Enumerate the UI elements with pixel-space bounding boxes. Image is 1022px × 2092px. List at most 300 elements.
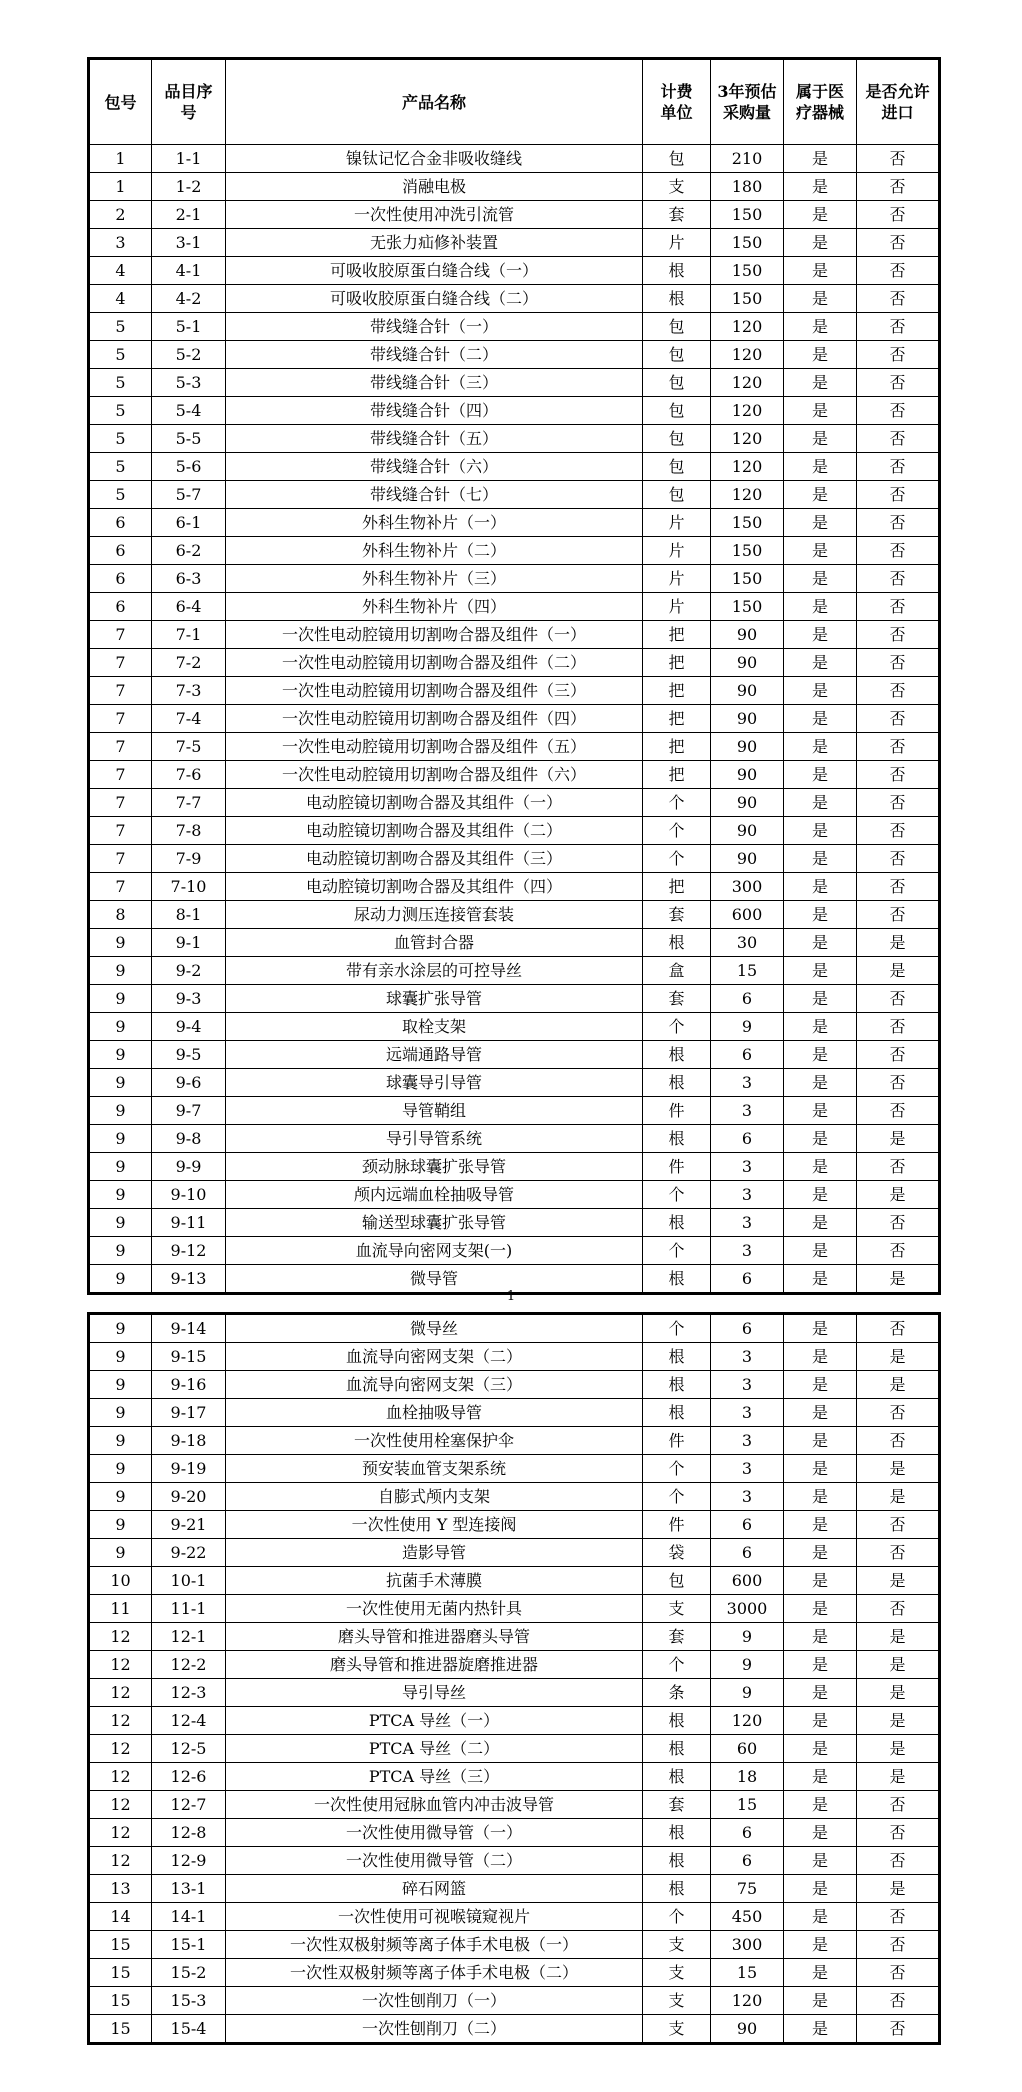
medical-device-cell: 是: [784, 649, 857, 677]
item-no-cell: 9-12: [152, 1237, 226, 1265]
header-medical-device: 属于医疗器械: [784, 59, 857, 145]
unit-cell: 套: [643, 1623, 711, 1651]
item-no-cell: 9-10: [152, 1181, 226, 1209]
item-no-cell: 12-4: [152, 1707, 226, 1735]
import-allowed-cell: 是: [857, 1735, 940, 1763]
package-no-cell: 9: [89, 1483, 152, 1511]
package-no-cell: 12: [89, 1707, 152, 1735]
product-name-cell: 一次性电动腔镜用切割吻合器及组件（三）: [226, 677, 643, 705]
package-no-cell: 9: [89, 1237, 152, 1265]
table-row: [89, 2015, 940, 2044]
item-no-cell: 12-5: [152, 1735, 226, 1763]
import-allowed-cell: 否: [857, 1819, 940, 1847]
unit-cell: 根: [643, 1399, 711, 1427]
import-allowed-cell: 否: [857, 369, 940, 397]
product-name-cell: 一次性使用冠脉血管内冲击波导管: [226, 1791, 643, 1819]
unit-cell: 把: [643, 761, 711, 789]
product-name-cell: 一次性电动腔镜用切割吻合器及组件（一）: [226, 621, 643, 649]
medical-device-cell: 是: [784, 537, 857, 565]
product-name-cell: 一次性电动腔镜用切割吻合器及组件（五）: [226, 733, 643, 761]
import-allowed-cell: 否: [857, 145, 940, 173]
quantity-cell: 150: [711, 201, 784, 229]
product-name-cell: 碎石网篮: [226, 1875, 643, 1903]
unit-cell: 根: [643, 1125, 711, 1153]
header-item-no: 品目序号: [152, 59, 226, 145]
import-allowed-cell: 否: [857, 621, 940, 649]
medical-device-cell: 是: [784, 1931, 857, 1959]
import-allowed-cell: 否: [857, 2015, 940, 2044]
item-no-cell: 7-4: [152, 705, 226, 733]
unit-cell: 条: [643, 1679, 711, 1707]
medical-device-cell: 是: [784, 1371, 857, 1399]
item-no-cell: 15-4: [152, 2015, 226, 2044]
item-no-cell: 9-19: [152, 1455, 226, 1483]
quantity-cell: 3: [711, 1343, 784, 1371]
table-row: [89, 481, 940, 509]
quantity-cell: 6: [711, 1041, 784, 1069]
product-name-cell: 带线缝合针（六）: [226, 453, 643, 481]
product-name-cell: 一次性使用微导管（一）: [226, 1819, 643, 1847]
package-no-cell: 7: [89, 621, 152, 649]
product-name-cell: 微导丝: [226, 1314, 643, 1343]
item-no-cell: 12-3: [152, 1679, 226, 1707]
table-row: [89, 1427, 940, 1455]
quantity-cell: 90: [711, 789, 784, 817]
medical-device-cell: 是: [784, 229, 857, 257]
product-name-cell: 预安装血管支架系统: [226, 1455, 643, 1483]
package-no-cell: 5: [89, 453, 152, 481]
quantity-cell: 90: [711, 733, 784, 761]
quantity-cell: 6: [711, 1539, 784, 1567]
unit-cell: 包: [643, 313, 711, 341]
package-no-cell: 7: [89, 649, 152, 677]
unit-cell: 个: [643, 845, 711, 873]
item-no-cell: 9-2: [152, 957, 226, 985]
medical-device-cell: 是: [784, 285, 857, 313]
item-no-cell: 8-1: [152, 901, 226, 929]
item-no-cell: 6-4: [152, 593, 226, 621]
table-row: [89, 173, 940, 201]
unit-cell: 片: [643, 509, 711, 537]
package-no-cell: 4: [89, 285, 152, 313]
medical-device-cell: 是: [784, 789, 857, 817]
product-name-cell: 镍钛记忆合金非吸收缝线: [226, 145, 643, 173]
unit-cell: 根: [643, 1875, 711, 1903]
unit-cell: 包: [643, 397, 711, 425]
item-no-cell: 7-3: [152, 677, 226, 705]
item-no-cell: 9-14: [152, 1314, 226, 1343]
quantity-cell: 6: [711, 1511, 784, 1539]
medical-device-cell: 是: [784, 481, 857, 509]
product-name-cell: 一次性使用可视喉镜窥视片: [226, 1903, 643, 1931]
product-name-cell: 自膨式颅内支架: [226, 1483, 643, 1511]
package-no-cell: 11: [89, 1595, 152, 1623]
medical-device-cell: 是: [784, 1539, 857, 1567]
unit-cell: 根: [643, 929, 711, 957]
quantity-cell: 90: [711, 705, 784, 733]
product-name-cell: 一次性使用无菌内热针具: [226, 1595, 643, 1623]
table-row: [89, 621, 940, 649]
table-row: [89, 593, 940, 621]
medical-device-cell: 是: [784, 1181, 857, 1209]
import-allowed-cell: 否: [857, 733, 940, 761]
medical-device-cell: 是: [784, 1707, 857, 1735]
unit-cell: 包: [643, 1567, 711, 1595]
item-no-cell: 9-20: [152, 1483, 226, 1511]
quantity-cell: 3: [711, 1097, 784, 1125]
unit-cell: 根: [643, 1847, 711, 1875]
quantity-cell: 600: [711, 901, 784, 929]
item-no-cell: 14-1: [152, 1903, 226, 1931]
unit-cell: 袋: [643, 1539, 711, 1567]
import-allowed-cell: 是: [857, 1371, 940, 1399]
import-allowed-cell: 否: [857, 1314, 940, 1343]
medical-device-cell: 是: [784, 705, 857, 733]
quantity-cell: 75: [711, 1875, 784, 1903]
product-name-cell: 血流导向密网支架（二）: [226, 1343, 643, 1371]
unit-cell: 个: [643, 1237, 711, 1265]
quantity-cell: 9: [711, 1623, 784, 1651]
product-name-cell: 微导管: [226, 1265, 643, 1294]
medical-device-cell: 是: [784, 845, 857, 873]
quantity-cell: 90: [711, 817, 784, 845]
product-name-cell: 取栓支架: [226, 1013, 643, 1041]
product-name-cell: 抗菌手术薄膜: [226, 1567, 643, 1595]
product-name-cell: 一次性使用微导管（二）: [226, 1847, 643, 1875]
import-allowed-cell: 是: [857, 1567, 940, 1595]
import-allowed-cell: 否: [857, 341, 940, 369]
table-row: [89, 453, 940, 481]
table-row: [89, 705, 940, 733]
unit-cell: 把: [643, 733, 711, 761]
unit-cell: 根: [643, 1209, 711, 1237]
table-header-row: [89, 59, 940, 145]
import-allowed-cell: 是: [857, 1651, 940, 1679]
item-no-cell: 3-1: [152, 229, 226, 257]
medical-device-cell: 是: [784, 677, 857, 705]
item-no-cell: 15-2: [152, 1959, 226, 1987]
item-no-cell: 12-6: [152, 1763, 226, 1791]
table-row: [89, 1013, 940, 1041]
package-no-cell: 12: [89, 1791, 152, 1819]
import-allowed-cell: 否: [857, 537, 940, 565]
product-name-cell: 可吸收胶原蛋白缝合线（一）: [226, 257, 643, 285]
unit-cell: 根: [643, 1041, 711, 1069]
product-name-cell: 血流导向密网支架(一): [226, 1237, 643, 1265]
unit-cell: 个: [643, 1903, 711, 1931]
quantity-cell: 150: [711, 285, 784, 313]
item-no-cell: 12-2: [152, 1651, 226, 1679]
item-no-cell: 7-5: [152, 733, 226, 761]
package-no-cell: 12: [89, 1623, 152, 1651]
unit-cell: 套: [643, 901, 711, 929]
import-allowed-cell: 是: [857, 1623, 940, 1651]
import-allowed-cell: 否: [857, 677, 940, 705]
quantity-cell: 90: [711, 649, 784, 677]
package-no-cell: 7: [89, 677, 152, 705]
medical-device-cell: 是: [784, 565, 857, 593]
item-no-cell: 7-2: [152, 649, 226, 677]
product-name-cell: 一次性电动腔镜用切割吻合器及组件（六）: [226, 761, 643, 789]
item-no-cell: 9-7: [152, 1097, 226, 1125]
quantity-cell: 6: [711, 1847, 784, 1875]
unit-cell: 个: [643, 1013, 711, 1041]
quantity-cell: 300: [711, 1931, 784, 1959]
item-no-cell: 9-16: [152, 1371, 226, 1399]
unit-cell: 个: [643, 789, 711, 817]
item-no-cell: 12-8: [152, 1819, 226, 1847]
quantity-cell: 3: [711, 1483, 784, 1511]
package-no-cell: 13: [89, 1875, 152, 1903]
product-name-cell: 一次性使用冲洗引流管: [226, 201, 643, 229]
item-no-cell: 7-6: [152, 761, 226, 789]
medical-device-cell: 是: [784, 1483, 857, 1511]
product-name-cell: 血栓抽吸导管: [226, 1399, 643, 1427]
item-no-cell: 5-1: [152, 313, 226, 341]
table-row: [89, 1595, 940, 1623]
product-name-cell: 血管封合器: [226, 929, 643, 957]
package-no-cell: 9: [89, 1343, 152, 1371]
package-no-cell: 9: [89, 1181, 152, 1209]
package-no-cell: 6: [89, 593, 152, 621]
package-no-cell: 7: [89, 789, 152, 817]
item-no-cell: 4-1: [152, 257, 226, 285]
package-no-cell: 8: [89, 901, 152, 929]
product-name-cell: 球囊扩张导管: [226, 985, 643, 1013]
product-name-cell: 外科生物补片（一）: [226, 509, 643, 537]
item-no-cell: 1-1: [152, 145, 226, 173]
header-unit: 计费单位: [643, 59, 711, 145]
table-row: [89, 1931, 940, 1959]
medical-device-cell: 是: [784, 1013, 857, 1041]
table-row: [89, 1567, 940, 1595]
product-name-cell: 一次性使用 Y 型连接阀: [226, 1511, 643, 1539]
package-no-cell: 9: [89, 1209, 152, 1237]
medical-device-cell: 是: [784, 1791, 857, 1819]
medical-device-cell: 是: [784, 985, 857, 1013]
item-no-cell: 1-2: [152, 173, 226, 201]
unit-cell: 根: [643, 1069, 711, 1097]
product-name-cell: 血流导向密网支架（三）: [226, 1371, 643, 1399]
import-allowed-cell: 否: [857, 1041, 940, 1069]
medical-device-cell: 是: [784, 1209, 857, 1237]
quantity-cell: 450: [711, 1903, 784, 1931]
unit-cell: 套: [643, 1791, 711, 1819]
quantity-cell: 120: [711, 1707, 784, 1735]
import-allowed-cell: 是: [857, 1455, 940, 1483]
quantity-cell: 600: [711, 1567, 784, 1595]
import-allowed-cell: 是: [857, 957, 940, 985]
table-row: [89, 369, 940, 397]
item-no-cell: 9-22: [152, 1539, 226, 1567]
table-row: [89, 565, 940, 593]
unit-cell: 片: [643, 565, 711, 593]
table-row: [89, 733, 940, 761]
package-no-cell: 6: [89, 537, 152, 565]
package-no-cell: 9: [89, 1371, 152, 1399]
table-row: [89, 341, 940, 369]
import-allowed-cell: 是: [857, 1763, 940, 1791]
item-no-cell: 6-2: [152, 537, 226, 565]
package-no-cell: 5: [89, 341, 152, 369]
import-allowed-cell: 否: [857, 1069, 940, 1097]
quantity-cell: 120: [711, 313, 784, 341]
unit-cell: 包: [643, 425, 711, 453]
item-no-cell: 10-1: [152, 1567, 226, 1595]
quantity-cell: 15: [711, 1791, 784, 1819]
item-no-cell: 6-1: [152, 509, 226, 537]
table-row: [89, 649, 940, 677]
item-no-cell: 5-7: [152, 481, 226, 509]
import-allowed-cell: 否: [857, 313, 940, 341]
import-allowed-cell: 是: [857, 1483, 940, 1511]
package-no-cell: 9: [89, 1511, 152, 1539]
unit-cell: 支: [643, 2015, 711, 2044]
product-name-cell: PTCA 导丝（三）: [226, 1763, 643, 1791]
package-no-cell: 7: [89, 845, 152, 873]
unit-cell: 个: [643, 1651, 711, 1679]
import-allowed-cell: 否: [857, 845, 940, 873]
quantity-cell: 3: [711, 1237, 784, 1265]
package-no-cell: 12: [89, 1651, 152, 1679]
medical-device-cell: 是: [784, 1959, 857, 1987]
quantity-cell: 6: [711, 985, 784, 1013]
medical-device-cell: 是: [784, 1875, 857, 1903]
medical-device-cell: 是: [784, 733, 857, 761]
medical-device-cell: 是: [784, 1237, 857, 1265]
medical-device-cell: 是: [784, 1623, 857, 1651]
medical-device-cell: 是: [784, 901, 857, 929]
unit-cell: 根: [643, 1707, 711, 1735]
import-allowed-cell: 否: [857, 1237, 940, 1265]
import-allowed-cell: 否: [857, 453, 940, 481]
table-row: [89, 817, 940, 845]
unit-cell: 个: [643, 1314, 711, 1343]
package-no-cell: 5: [89, 397, 152, 425]
item-no-cell: 5-5: [152, 425, 226, 453]
item-no-cell: 9-4: [152, 1013, 226, 1041]
package-no-cell: 7: [89, 873, 152, 901]
quantity-cell: 9: [711, 1651, 784, 1679]
table-row: [89, 1371, 940, 1399]
import-allowed-cell: 否: [857, 761, 940, 789]
product-name-cell: 导引导丝: [226, 1679, 643, 1707]
unit-cell: 件: [643, 1511, 711, 1539]
package-no-cell: 9: [89, 1097, 152, 1125]
quantity-cell: 3: [711, 1069, 784, 1097]
product-name-cell: 电动腔镜切割吻合器及其组件（一）: [226, 789, 643, 817]
import-allowed-cell: 是: [857, 1125, 940, 1153]
medical-device-cell: 是: [784, 1041, 857, 1069]
medical-device-cell: 是: [784, 1427, 857, 1455]
package-no-cell: 5: [89, 313, 152, 341]
table-row: [89, 313, 940, 341]
medical-device-cell: 是: [784, 201, 857, 229]
medical-device-cell: 是: [784, 453, 857, 481]
package-no-cell: 12: [89, 1679, 152, 1707]
item-no-cell: 9-3: [152, 985, 226, 1013]
table-row: [89, 1455, 940, 1483]
unit-cell: 包: [643, 453, 711, 481]
table-row: [89, 677, 940, 705]
medical-device-cell: 是: [784, 1651, 857, 1679]
unit-cell: 件: [643, 1153, 711, 1181]
import-allowed-cell: 否: [857, 257, 940, 285]
import-allowed-cell: 否: [857, 201, 940, 229]
package-no-cell: 9: [89, 1265, 152, 1294]
package-no-cell: 6: [89, 565, 152, 593]
product-name-cell: 一次性电动腔镜用切割吻合器及组件（二）: [226, 649, 643, 677]
medical-device-cell: 是: [784, 1265, 857, 1294]
quantity-cell: 6: [711, 1265, 784, 1294]
medical-device-cell: 是: [784, 145, 857, 173]
item-no-cell: 9-11: [152, 1209, 226, 1237]
import-allowed-cell: 否: [857, 285, 940, 313]
item-no-cell: 9-21: [152, 1511, 226, 1539]
medical-device-cell: 是: [784, 1343, 857, 1371]
import-allowed-cell: 否: [857, 565, 940, 593]
import-allowed-cell: 是: [857, 929, 940, 957]
table-row: [89, 1651, 940, 1679]
product-name-cell: 带线缝合针（三）: [226, 369, 643, 397]
table-row: [89, 1125, 940, 1153]
unit-cell: 包: [643, 369, 711, 397]
quantity-cell: 150: [711, 537, 784, 565]
medical-device-cell: 是: [784, 2015, 857, 2044]
table-row: [89, 1959, 940, 1987]
quantity-cell: 3: [711, 1181, 784, 1209]
package-no-cell: 2: [89, 201, 152, 229]
table-row: [89, 1763, 940, 1791]
product-name-cell: 外科生物补片（二）: [226, 537, 643, 565]
table-row: [89, 425, 940, 453]
package-no-cell: 9: [89, 1125, 152, 1153]
quantity-cell: 150: [711, 257, 784, 285]
item-no-cell: 5-6: [152, 453, 226, 481]
import-allowed-cell: 否: [857, 229, 940, 257]
table-row: [89, 1314, 940, 1343]
import-allowed-cell: 否: [857, 1903, 940, 1931]
package-no-cell: 9: [89, 929, 152, 957]
product-name-cell: 电动腔镜切割吻合器及其组件（四）: [226, 873, 643, 901]
table-row: [89, 1097, 940, 1125]
quantity-cell: 120: [711, 341, 784, 369]
package-no-cell: 9: [89, 957, 152, 985]
package-no-cell: 1: [89, 145, 152, 173]
import-allowed-cell: 否: [857, 509, 940, 537]
package-no-cell: 9: [89, 1069, 152, 1097]
header-import-allowed: 是否允许进口: [857, 59, 940, 145]
medical-device-cell: 是: [784, 1097, 857, 1125]
quantity-cell: 3: [711, 1399, 784, 1427]
medical-device-cell: 是: [784, 1735, 857, 1763]
import-allowed-cell: 否: [857, 173, 940, 201]
import-allowed-cell: 是: [857, 1343, 940, 1371]
unit-cell: 根: [643, 1819, 711, 1847]
medical-device-cell: 是: [784, 1847, 857, 1875]
header-quantity: 3年预估采购量: [711, 59, 784, 145]
item-no-cell: 6-3: [152, 565, 226, 593]
medical-device-cell: 是: [784, 313, 857, 341]
medical-device-cell: 是: [784, 1153, 857, 1181]
item-no-cell: 7-1: [152, 621, 226, 649]
package-no-cell: 15: [89, 2015, 152, 2044]
medical-device-cell: 是: [784, 1819, 857, 1847]
table-row: [89, 1343, 940, 1371]
product-name-cell: 输送型球囊扩张导管: [226, 1209, 643, 1237]
package-no-cell: 9: [89, 1399, 152, 1427]
quantity-cell: 60: [711, 1735, 784, 1763]
